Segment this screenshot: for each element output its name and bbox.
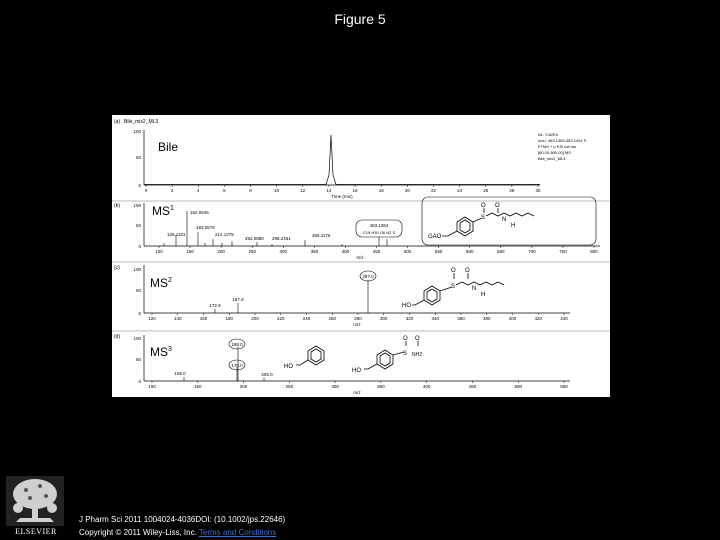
- x-tick-label: 160: [199, 316, 208, 321]
- figure-image: [112, 115, 610, 397]
- svg-text:O: O: [481, 203, 486, 209]
- x-tick-label: 120: [148, 316, 156, 321]
- x-tick-label: 240: [302, 316, 311, 321]
- panel-a-ytick-2: 100: [133, 129, 141, 134]
- svg-text:O: O: [403, 336, 408, 342]
- panel-b: [112, 197, 610, 262]
- peak-label: 162.0545: [190, 210, 209, 215]
- x-tick-label: 6: [223, 188, 226, 193]
- svg-text:S: S: [451, 284, 456, 290]
- svg-text:S: S: [403, 351, 408, 357]
- panel-c-xlabel: m/z: [353, 322, 361, 327]
- substituent-label: HO: [402, 303, 411, 309]
- citation-footer: [79, 513, 285, 539]
- x-tick-label: 750: [559, 249, 567, 254]
- x-tick-label: 16: [352, 188, 358, 193]
- peak-label: 252.0880: [245, 236, 264, 241]
- panel-a: [112, 119, 610, 201]
- panel-b-ytick-0: 0: [138, 244, 141, 249]
- figure-title: Figure 5: [334, 11, 386, 27]
- x-tick-label: 600: [465, 249, 474, 254]
- svg-text:N: N: [502, 217, 507, 223]
- x-tick-label: 260: [328, 316, 337, 321]
- structure-box: [422, 197, 596, 245]
- peak-label: 205.0: [261, 372, 273, 377]
- x-tick-label: 8: [249, 188, 252, 193]
- panel-d-peaks: [184, 347, 264, 381]
- panel-a-xticks: [145, 185, 541, 193]
- x-tick-label: 360: [457, 316, 465, 321]
- citation-line: J Pharm Sci 2011 1004024-4036DOI: (10.1002/jps.22646): [79, 515, 286, 524]
- panel-d: [114, 334, 570, 395]
- svg-text:H: H: [481, 292, 486, 298]
- x-tick-label: 280: [354, 316, 362, 321]
- x-tick-label: 450: [468, 384, 477, 389]
- terms-link[interactable]: Terms and Conditions: [198, 528, 277, 537]
- panel-c: [112, 265, 610, 331]
- x-tick-label: 140: [173, 316, 182, 321]
- copyright-line: [79, 526, 285, 539]
- panel-b-ytick-1: 50: [135, 223, 141, 228]
- panel-d-ytick-2: 100: [133, 336, 141, 341]
- structure-d-large: [364, 341, 418, 369]
- panel-b-ytick-2: 100: [133, 203, 141, 208]
- panel-a-info: [538, 132, 587, 161]
- panel-a-letter: (a): [114, 119, 121, 125]
- x-tick-label: 10: [274, 188, 280, 193]
- panel-d-xticks: [148, 381, 568, 389]
- peak-label: 170.0: [231, 363, 243, 368]
- panel-d-label: $MS^3$: [150, 345, 172, 359]
- svg-text:N: N: [472, 286, 477, 292]
- panel-b-label: $MS^1$: [152, 204, 174, 218]
- panel-a-ytick-0: 0: [138, 183, 141, 188]
- panel-c-label: $MS^2$: [150, 276, 172, 290]
- x-tick-label: 350: [377, 384, 385, 389]
- x-tick-label: 450: [372, 249, 381, 254]
- formula-label: C19 H30 O6 N2 S: [362, 230, 396, 235]
- peak-label: 126.1181: [167, 232, 186, 237]
- x-tick-label: 500: [403, 249, 412, 254]
- svg-text:O: O: [415, 336, 420, 342]
- x-tick-label: 320: [405, 316, 414, 321]
- x-tick-label: 420: [534, 316, 543, 321]
- x-tick-label: 18: [378, 188, 384, 193]
- peak-label: 298.2461: [272, 236, 291, 241]
- substituent-label: HO: [284, 364, 293, 370]
- sulfonamide-label: NH2: [412, 352, 423, 358]
- x-tick-label: 400: [508, 316, 517, 321]
- svg-text:O: O: [465, 268, 470, 274]
- x-tick-label: 150: [186, 249, 194, 254]
- x-tick-label: 250: [248, 249, 256, 254]
- peak-label: 366.1176: [312, 233, 331, 238]
- chromatogram-trace: [144, 135, 540, 185]
- x-tick-label: 20: [404, 188, 410, 193]
- x-tick-label: 22: [430, 188, 436, 193]
- panel-b-xlabel: m/z: [356, 255, 364, 260]
- panel-c-ytick-0: 0: [138, 311, 141, 316]
- x-tick-label: 12: [300, 188, 306, 193]
- panel-b-xticks: [155, 246, 598, 254]
- panel-a-ytick-1: 50: [135, 155, 141, 160]
- x-tick-label: 28: [509, 188, 515, 193]
- info-line-1: m/z= 463.1359-463.1404 F:: [538, 138, 588, 143]
- panel-d-ytick-1: 50: [135, 357, 141, 362]
- peak-label: 183.0578: [196, 225, 215, 230]
- structure-b: [442, 208, 534, 236]
- x-tick-label: 14: [326, 188, 332, 193]
- x-tick-label: 500: [514, 384, 522, 389]
- highlight-peak-label: 463.1364: [369, 223, 389, 228]
- x-tick-label: 300: [331, 384, 339, 389]
- svg-text:O: O: [451, 268, 456, 274]
- peak-label: 172.9: [209, 303, 221, 308]
- elsevier-wordmark: ELSEVIER: [15, 527, 57, 536]
- x-tick-label: 350: [310, 249, 319, 254]
- x-tick-label: 380: [482, 316, 491, 321]
- x-tick-label: 300: [279, 249, 288, 254]
- panel-b-letter: (b): [114, 203, 121, 209]
- x-tick-label: 200: [239, 384, 248, 389]
- x-tick-label: 300: [379, 316, 388, 321]
- x-tick-label: 200: [251, 316, 259, 321]
- panel-c-ytick-1: 50: [135, 288, 141, 293]
- x-tick-label: 700: [528, 249, 536, 254]
- x-tick-label: 150: [194, 384, 202, 389]
- peak-label: 188.0: [231, 342, 243, 347]
- x-tick-label: 4: [197, 188, 200, 193]
- x-tick-label: 200: [217, 249, 225, 254]
- peak-label: 287.0: [362, 274, 374, 279]
- svg-text:S: S: [481, 215, 486, 221]
- x-tick-label: 650: [497, 249, 505, 254]
- x-tick-label: 250: [285, 384, 294, 389]
- x-tick-label: 340: [431, 316, 440, 321]
- x-tick-label: 220: [276, 316, 285, 321]
- panel-c-xticks: [148, 313, 568, 321]
- svg-text:H: H: [511, 223, 516, 229]
- x-tick-label: 2: [170, 188, 174, 193]
- x-tick-label: 550: [434, 249, 443, 254]
- x-tick-label: 24: [457, 188, 463, 193]
- panel-c-letter: (c): [114, 265, 120, 271]
- structure-c: [412, 273, 504, 305]
- x-tick-label: 550: [560, 384, 568, 389]
- structure-d-small: [296, 346, 324, 365]
- panel-a-xlabel: Time (min): [331, 194, 353, 199]
- substituent-label: HO: [352, 368, 361, 374]
- substituent-label: GAO: [428, 234, 442, 240]
- panel-d-xlabel: m/z: [353, 390, 361, 395]
- x-tick-label: 30: [535, 188, 541, 193]
- peak-label: 187.9: [232, 297, 244, 302]
- info-line-2: FTMS + p ESI full ms: [538, 144, 576, 149]
- copyright-text: Copyright © 2011 Wiley-Liss, Inc.: [79, 528, 199, 537]
- panel-a-file: Bile_mix2_ML3: [124, 119, 159, 125]
- x-tick-label: 100: [148, 384, 156, 389]
- x-tick-label: 100: [155, 249, 163, 254]
- x-tick-label: 400: [341, 249, 350, 254]
- x-tick-label: 180: [225, 316, 234, 321]
- x-tick-label: 800: [590, 249, 598, 254]
- peak-label: 106.0: [174, 371, 186, 376]
- panel-d-ytick-0: 0: [138, 379, 141, 384]
- x-tick-label: 0: [144, 188, 148, 193]
- x-tick-label: 400: [422, 384, 431, 389]
- peak-label: 212.1275: [215, 232, 234, 237]
- panel-c-ytick-2: 100: [133, 267, 141, 272]
- info-line-4: Bile_mix2_ML3: [538, 156, 566, 161]
- svg-text:O: O: [495, 203, 500, 209]
- x-tick-label: 26: [483, 188, 489, 193]
- x-tick-label: 440: [560, 316, 568, 321]
- panel-a-label: Bile: [158, 140, 179, 154]
- panel-d-letter: (d): [114, 334, 121, 340]
- info-line-0: NL: 9.82E4: [538, 132, 559, 137]
- info-line-3: [80.00-800.00] MS: [538, 150, 571, 155]
